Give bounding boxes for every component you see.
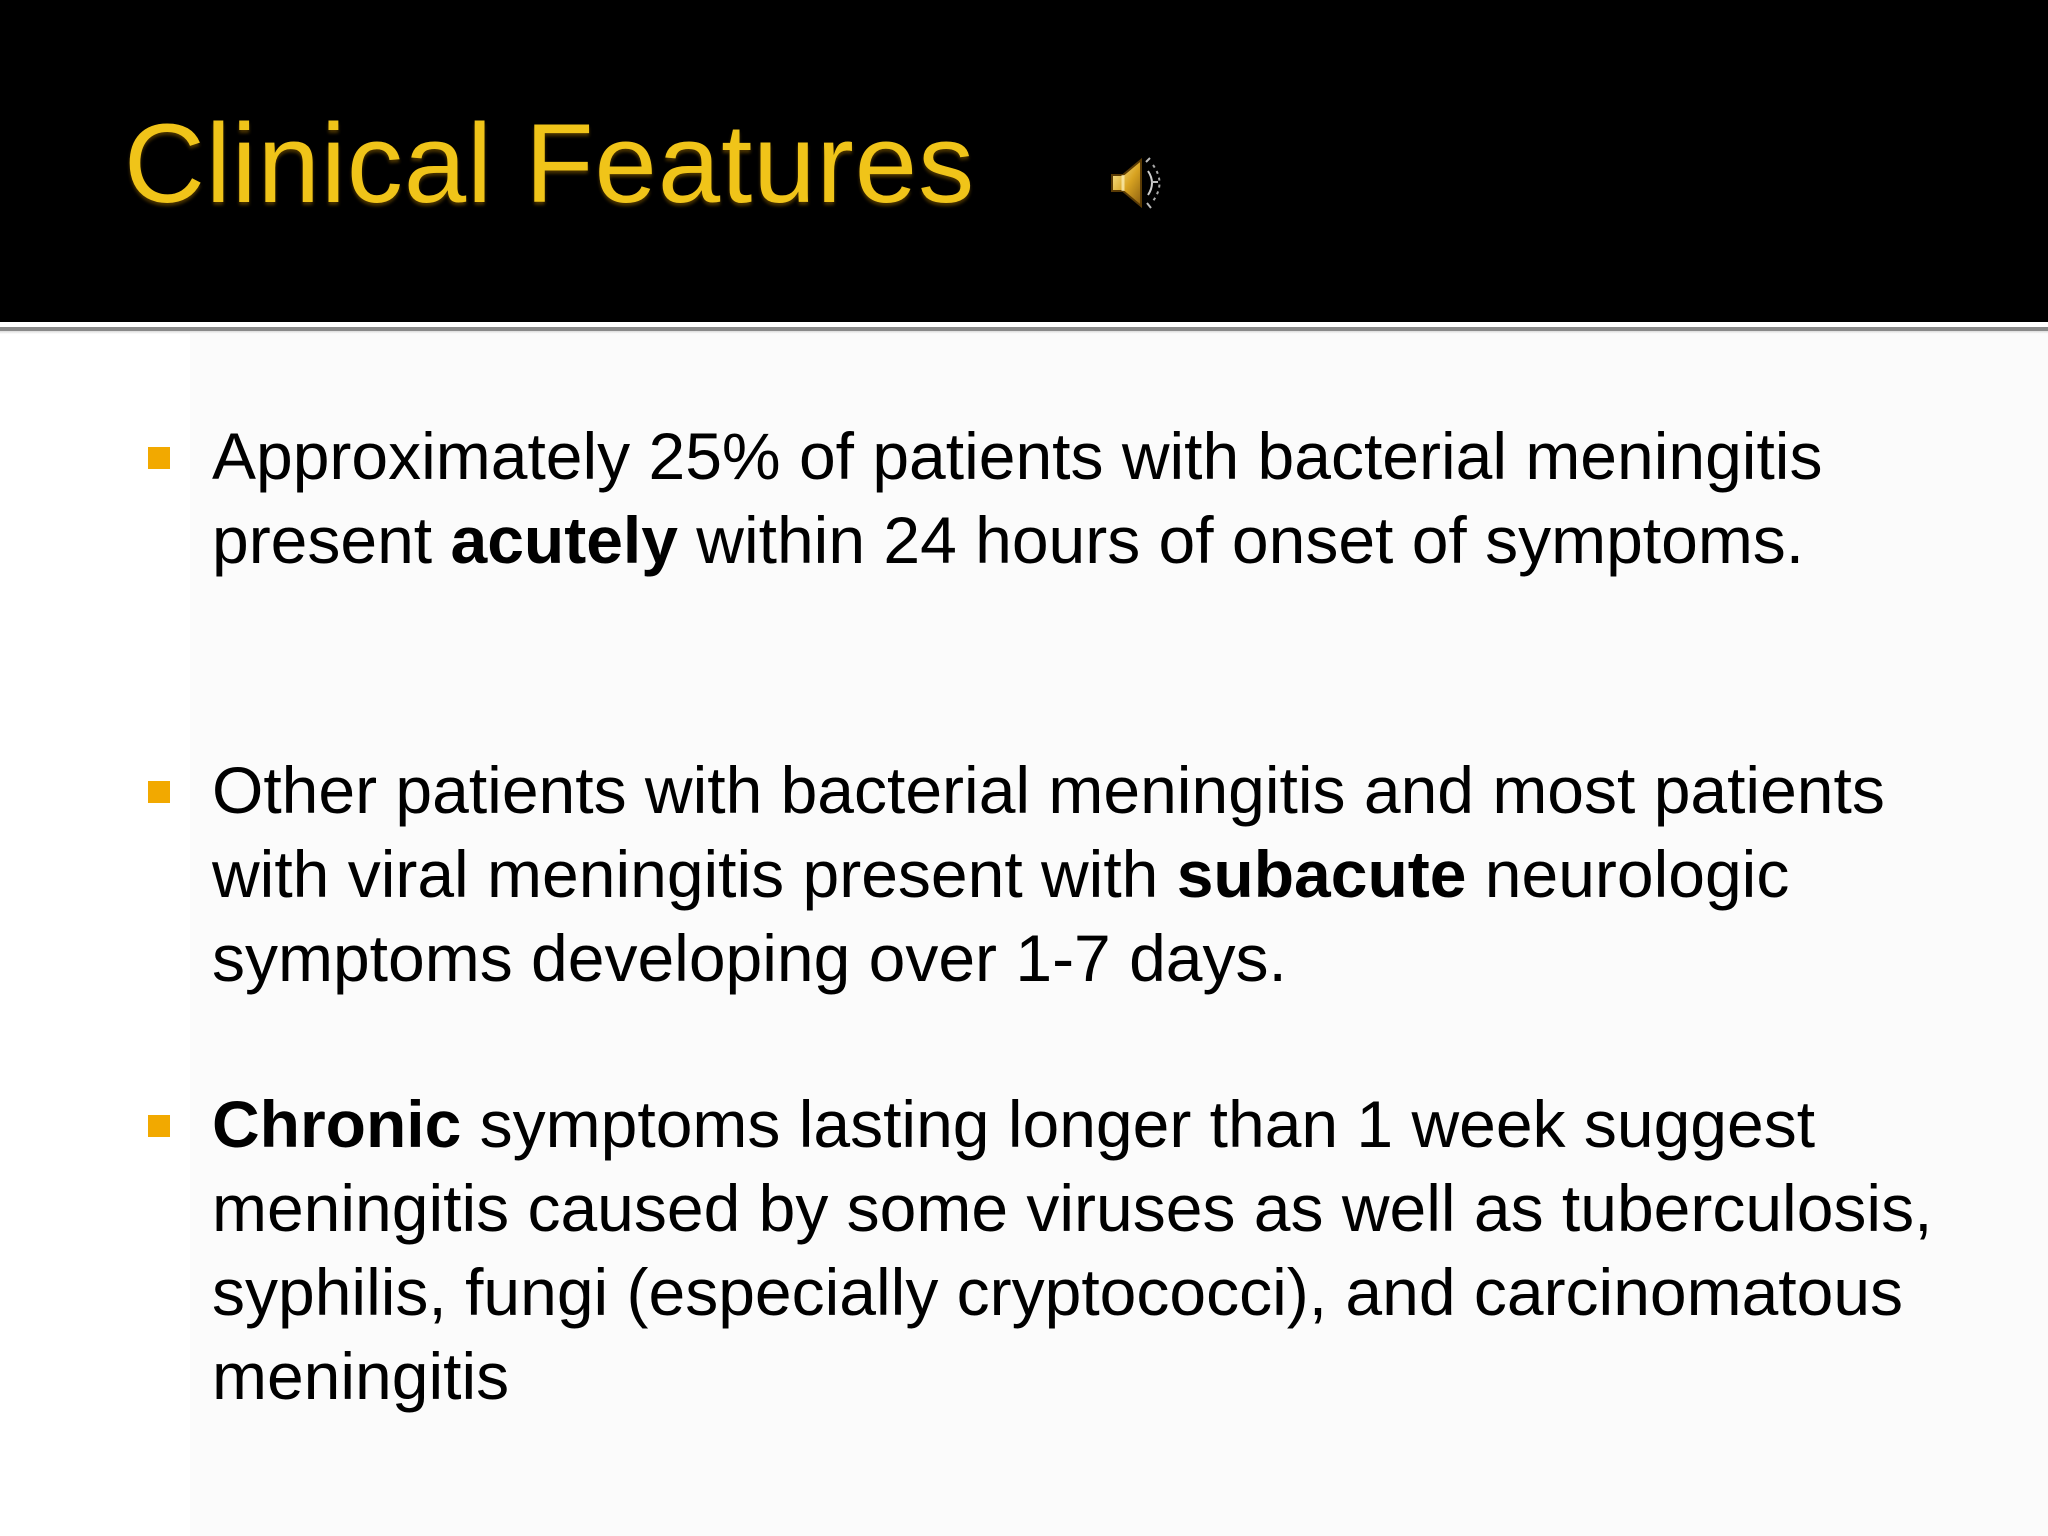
bullet-item-1 <box>212 414 1972 582</box>
title-bar <box>0 0 2048 322</box>
slide-title: Clinical Features <box>124 101 976 226</box>
bullet-1-text-before: Approximately 25% of patients with bacterial meningitis present <box>212 419 1823 577</box>
bullet-1-emphasis: acutely <box>450 503 678 577</box>
bullet-3-text-after: symptoms lasting longer than 1 week suggest meningitis caused by some viruses as well as tuberculosis, syphilis, fungi (especially cryptococci), and carcinomatous meningitis <box>212 1087 1933 1413</box>
speaker-icon[interactable] <box>1108 148 1172 218</box>
bullet-item-2 <box>212 748 1972 1000</box>
title-divider <box>0 322 2048 334</box>
bullet-2-emphasis: subacute <box>1176 837 1467 911</box>
bullet-2-text-before: Other patients with bacterial meningitis and most patients with viral meningitis present with <box>212 753 1885 911</box>
bullet-marker-2 <box>148 781 170 803</box>
bullet-1-text-after: within 24 hours of onset of symptoms. <box>677 503 1805 577</box>
bullet-2-text-after: neurologic symptoms developing over 1-7 days. <box>212 837 1790 995</box>
bullet-item-3 <box>212 1082 1972 1418</box>
bullet-marker-3 <box>148 1115 170 1137</box>
bullet-marker-1 <box>148 447 170 469</box>
bullet-3-emphasis: Chronic <box>212 1087 462 1161</box>
